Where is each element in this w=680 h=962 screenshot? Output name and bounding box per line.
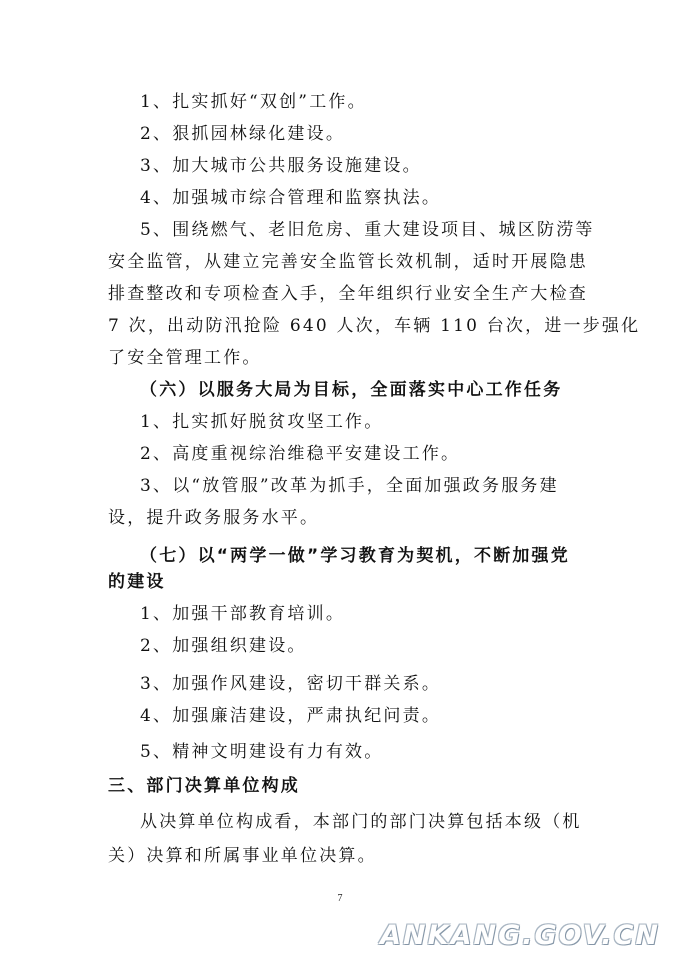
list-item: 4、加强城市综合管理和监察执法。: [140, 188, 442, 208]
list-item: 5、精神文明建设有力有效。: [140, 742, 384, 762]
paragraph-line: 关）决算和所属事业单位决算。: [108, 846, 377, 866]
paragraph-line: 安全监管，从建立完善安全监管长效机制，适时开展隐患: [108, 252, 588, 272]
paragraph-line: 从决算单位构成看，本部门的部门决算包括本级（机: [140, 812, 582, 832]
list-item: 2、狠抓园林绿化建设。: [140, 124, 346, 144]
paragraph-line: 了安全管理工作。: [108, 348, 262, 368]
paragraph-line: 排查整改和专项检查入手，全年组织行业安全生产大检查: [108, 284, 588, 304]
section-heading: （七）以“两学一做”学习教育为契机，不断加强党: [140, 546, 570, 566]
list-item: 2、高度重视综治维稳平安建设工作。: [140, 444, 461, 464]
list-item: 1、扎实抓好“双创”工作。: [140, 92, 367, 112]
list-item: 1、扎实抓好脱贫攻坚工作。: [140, 412, 384, 432]
paragraph-line: 3、以“放管服”改革为抓手，全面加强政务服务建: [140, 476, 559, 496]
section-heading: 的建设: [108, 572, 166, 592]
paragraph-line: 设，提升政务服务水平。: [108, 508, 320, 528]
list-item: 3、加大城市公共服务设施建设。: [140, 156, 422, 176]
list-item: 4、加强廉洁建设，严肃执纪问责。: [140, 706, 442, 726]
section-heading: （六）以服务大局为目标，全面落实中心工作任务: [140, 380, 563, 400]
paragraph-line: 7 次，出动防汛抢险 640 人次，车辆 110 台次，进一步强化: [108, 316, 641, 336]
list-item: 2、加强组织建设。: [140, 636, 307, 656]
paragraph-line: 5、围绕燃气、老旧危房、重大建设项目、城区防涝等: [140, 220, 595, 240]
list-item: 1、加强干部教育培训。: [140, 604, 346, 624]
watermark-logo: ANKANG.GOV.CN: [380, 920, 660, 951]
chapter-heading: 三、部门决算单位构成: [108, 776, 300, 796]
page-number: 7: [337, 893, 343, 904]
list-item: 3、加强作风建设，密切干群关系。: [140, 674, 442, 694]
